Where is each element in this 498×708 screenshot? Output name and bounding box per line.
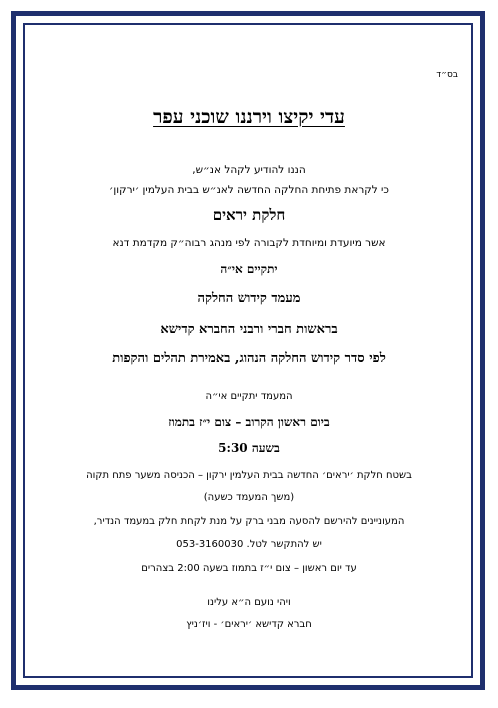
ceremony-line: מעמד קידוש החלקה (197, 291, 301, 306)
designation-line: אשר מיועדת ומיוחדת לקבורה לפי מנהג רבוה״ק מקדמת דנא (112, 237, 386, 249)
signature-line: חברא קדישא ׳יראים׳ - ויז׳ניץ (186, 619, 312, 630)
deadline-line: עד יום ראשון – צום י״ז בתמוז בשעה 2:00 בצהרים (141, 563, 357, 574)
section-name: חלקת יראים (212, 206, 286, 224)
contact-line: יש להתקשר לטל. 053-3160030 (176, 539, 322, 550)
will-hold-line: יתקיים אי״ה (220, 262, 278, 276)
purchase-line: המעוניינים להירשם להסעה מבני ברק על מנת לקחת חלק במעמד הנדיר, (93, 516, 405, 527)
date-line: ביום ראשון הקרוב – צום י״ז בתמוז (168, 415, 330, 429)
blessing-line: ויהי נועם ה״א עלינו (207, 597, 291, 608)
location-line: בשטח חלקת ׳יראים׳ החדשה בבית העלמין ירקון – הכניסה משער פתח תקוה (86, 470, 412, 481)
order-line: לפי סדר קידוש החלקה הנהוג, באמירת תהלים והקפות (112, 351, 386, 366)
duration-line: (משך המעמד כשעה) (203, 492, 295, 503)
notice-title: עדי יקיצו וירננו שוכני עפר (153, 106, 345, 128)
intro-line: הננו להודיע לקהל אנ״ש, (192, 164, 306, 176)
notice-page (30, 30, 468, 670)
time-line: בשעה 5:30 (218, 441, 280, 455)
leaders-line: בראשות חברי ורבני החברא קדישא (160, 322, 338, 337)
bsd-header: בס״ד (436, 70, 458, 80)
opening-line: כי לקראת פתיחת החלקה החדשה לאנ״ש בבית העלמין ׳ירקון׳ (109, 184, 389, 196)
event-will-hold-line: המעמד יתקיים אי״ה (205, 391, 293, 402)
